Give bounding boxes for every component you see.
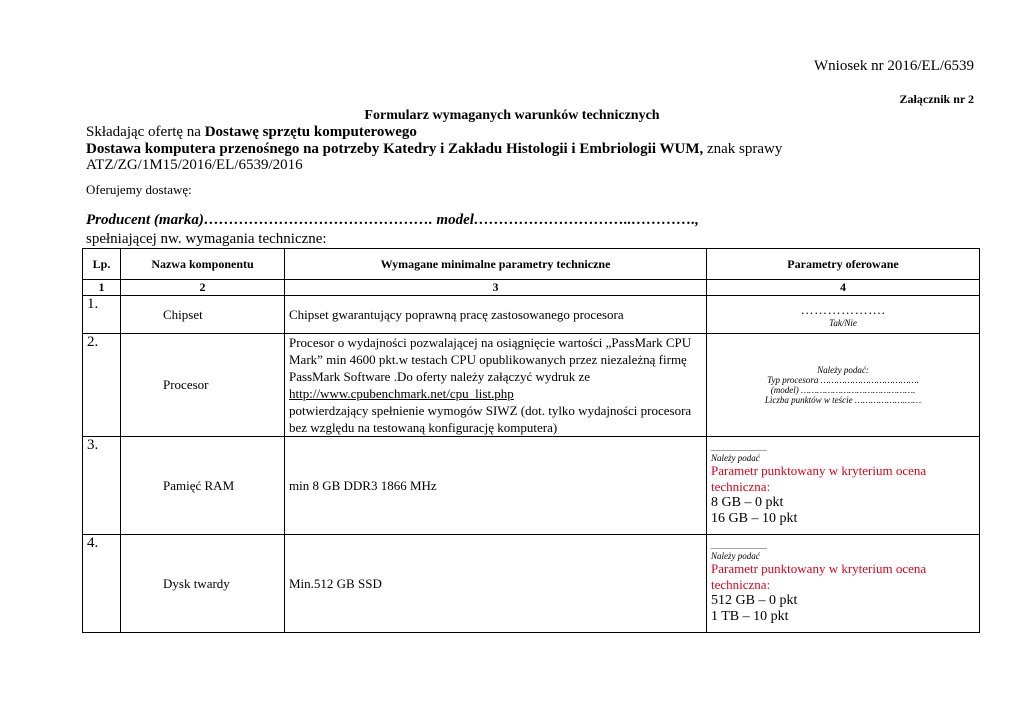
col-number: 3 xyxy=(285,280,707,296)
row-offer[interactable] xyxy=(707,437,980,535)
table-row xyxy=(83,535,980,633)
cpubenchmark-link[interactable]: http://www.cpubenchmark.net/cpu_list.php xyxy=(289,386,514,401)
intro-delivery: Dostawa komputera przenośnego na potrzeby Katedry i Zakładu Histologii i Embriologii WUM, xyxy=(86,141,704,157)
col-number: 4 xyxy=(707,280,980,296)
offer-hint: Należy podać xyxy=(711,551,760,561)
offer-hint: Należy podać xyxy=(711,453,760,463)
offer-hint: Należy podać: xyxy=(817,365,869,375)
annex-label: Załącznik nr 2 xyxy=(899,92,974,106)
scoring-note: Parametr punktowany w kryterium ocena techniczna: xyxy=(711,561,927,592)
requirements-table xyxy=(82,248,980,633)
offer-hint: Tak/Nie xyxy=(829,317,857,328)
header-lp: Lp. xyxy=(83,249,121,280)
score-option: 16 GB – 10 pkt xyxy=(711,511,798,526)
row-requirement xyxy=(285,334,707,437)
intro-line-2 xyxy=(86,141,782,158)
row-requirement: min 8 GB DDR3 1866 MHz xyxy=(285,437,707,535)
case-number: ATZ/ZG/1M15/2016/EL/6539/2016 xyxy=(86,157,303,173)
form-title: Formularz wymaganych warunków technicznych xyxy=(364,108,660,123)
row-offer[interactable] xyxy=(707,334,980,437)
header-component: Nazwa komponentu xyxy=(121,249,285,280)
col-number: 2 xyxy=(121,280,285,296)
row-component: Pamięć RAM xyxy=(121,437,285,535)
table-row xyxy=(83,334,980,437)
offer-dots: ............................ xyxy=(711,542,767,551)
application-number: Wniosek nr 2016/EL/6539 xyxy=(814,58,974,74)
row-lp: 2. xyxy=(83,334,121,437)
header-offered: Parametry oferowane xyxy=(707,249,980,280)
row-offer[interactable] xyxy=(707,296,980,334)
meets-requirements-label: spełniającej nw. wymagania techniczne: xyxy=(86,231,327,247)
offer-label: Oferujemy dostawę: xyxy=(86,182,192,197)
intro-prefix: Składając ofertę na xyxy=(86,124,205,140)
requirement-text: Procesor o wydajności pozwalającej na osiągnięcie wartości „PassMark CPU Mark” min 4600 pkt.w testach CPU opublikowanych przez niezależną firmę PassMark Software .Do oferty należy załączyć wydruk ze xyxy=(289,335,692,384)
offer-dots: ………………. xyxy=(800,301,886,317)
row-component: Chipset xyxy=(121,296,285,334)
score-option: 8 GB – 0 pkt xyxy=(711,495,784,510)
score-option: 1 TB – 10 pkt xyxy=(711,609,789,624)
score-option: 512 GB – 0 pkt xyxy=(711,593,798,608)
row-lp: 3. xyxy=(83,437,121,535)
row-lp: 4. xyxy=(83,535,121,633)
row-component: Dysk twardy xyxy=(121,535,285,633)
row-requirement: Min.512 GB SSD xyxy=(285,535,707,633)
table-header-row xyxy=(83,249,980,280)
offer-cpu-score: Liczba punktów w teście ……………….…… xyxy=(764,395,922,405)
table-row xyxy=(83,437,980,535)
intro-line-1 xyxy=(86,124,417,141)
producer-model-field: Producent (marka)………………………………………. model…………………………..…………., xyxy=(86,212,699,228)
row-offer[interactable] xyxy=(707,535,980,633)
offer-dots: ............................ xyxy=(711,444,767,453)
table-row xyxy=(83,296,980,334)
row-lp: 1. xyxy=(83,296,121,334)
row-component: Procesor xyxy=(121,334,285,437)
requirement-text: potwierdzający spełnienie wymogów SIWZ (dot. tylko wydajności procesora bez względu na testowaną konfigurację komputera) xyxy=(289,403,692,435)
offer-cpu-model: (model) ……………………………………. xyxy=(770,385,916,395)
col-number: 1 xyxy=(83,280,121,296)
scoring-note: Parametr punktowany w kryterium ocena techniczna: xyxy=(711,463,927,494)
table-number-row xyxy=(83,280,980,296)
intro-subject: Dostawę sprzętu komputerowego xyxy=(204,124,417,140)
row-requirement: Chipset gwarantujący poprawną pracę zastosowanego procesora xyxy=(285,296,707,334)
header-required: Wymagane minimalne parametry techniczne xyxy=(285,249,707,280)
offer-cpu-type: Typ procesora ………………………………. xyxy=(767,375,919,385)
intro-case-label: znak sprawy xyxy=(703,141,783,157)
